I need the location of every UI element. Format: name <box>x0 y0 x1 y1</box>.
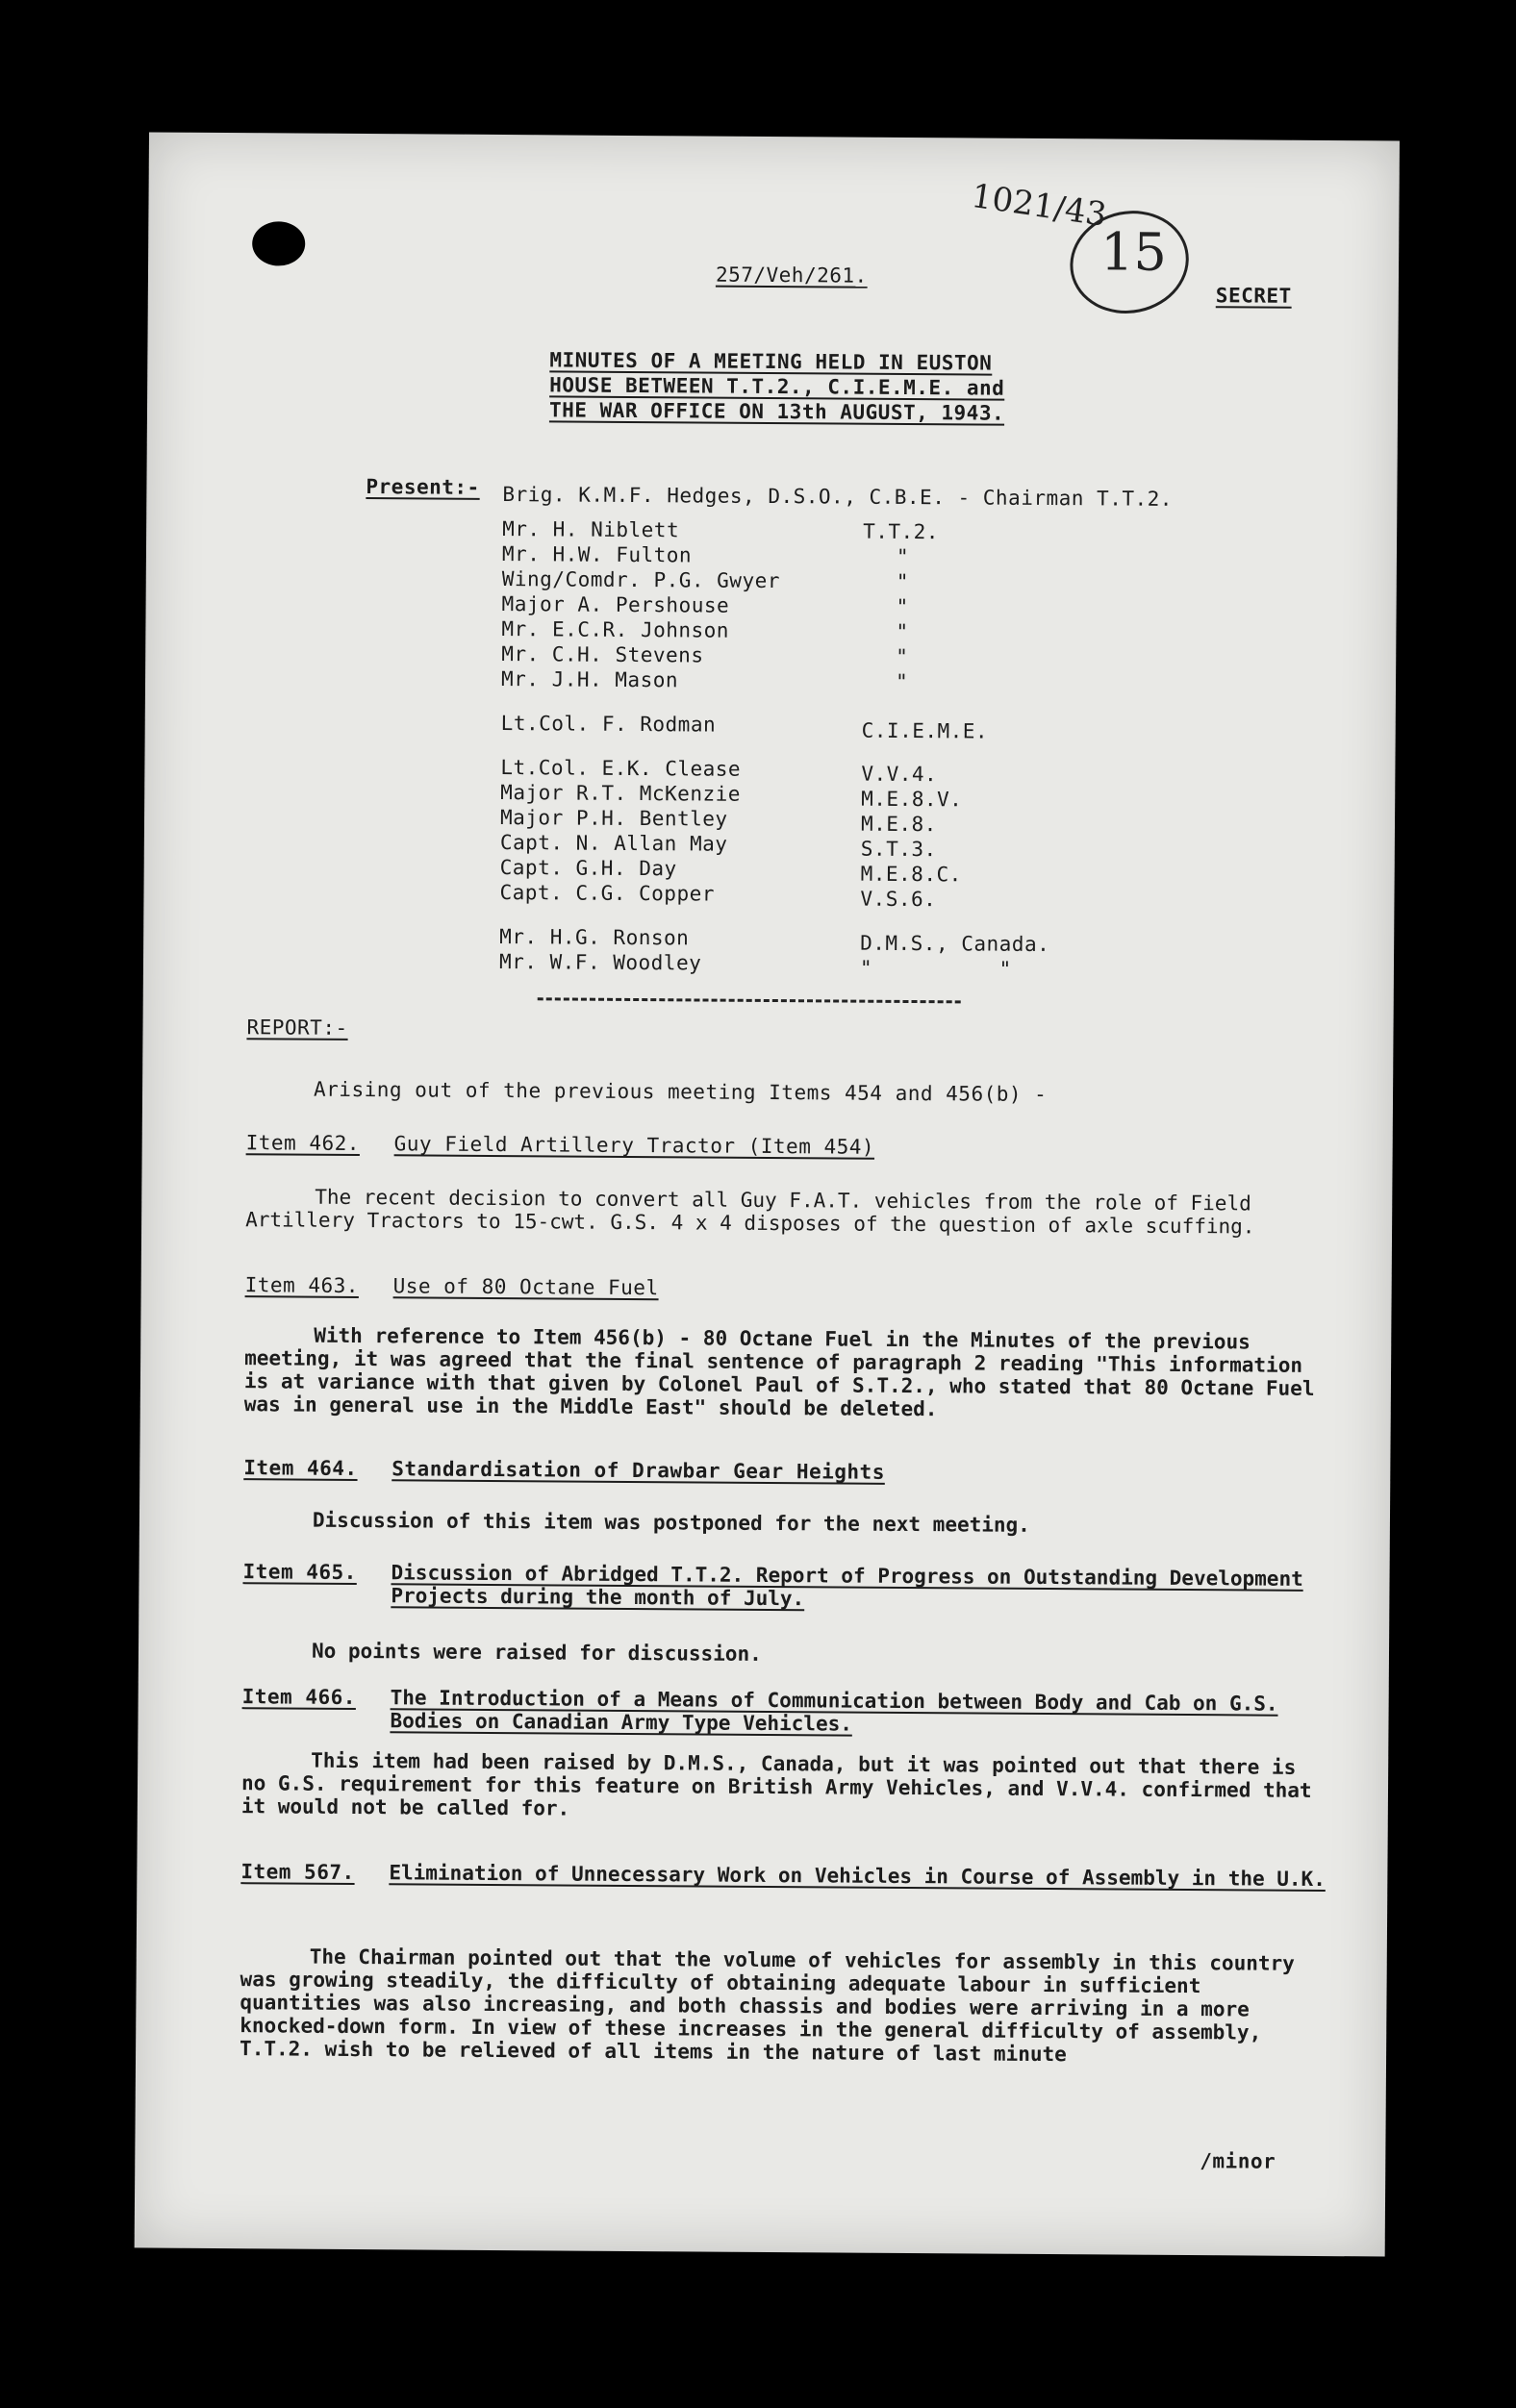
attendee-name: Lt.Col. F. Rodman <box>500 712 717 737</box>
attendee-name: Wing/Comdr. P.G. Gwyer <box>501 567 781 593</box>
item-title: Standardisation of Drawbar Gear Heights <box>392 1457 885 1484</box>
attendee-name: Major R.T. McKenzie <box>500 781 742 806</box>
attendee-name: Major A. Pershouse <box>501 592 730 617</box>
attendee-name: Capt. C.G. Copper <box>499 881 716 906</box>
attendee-org: T.T.2. <box>863 519 940 544</box>
attendee-name: Capt. G.H. Day <box>499 856 677 881</box>
attendee-org: " <box>896 544 910 568</box>
attendee-name: Mr. H. Niblett <box>502 517 680 542</box>
attendee-name: Mr. H.G. Ronson <box>499 925 690 950</box>
title-line: MINUTES OF A MEETING HELD IN EUSTON <box>549 348 993 375</box>
item-title: Use of 80 Octane Fuel <box>392 1274 659 1300</box>
classification-mark: SECRET <box>1215 284 1292 308</box>
arising-line: Arising out of the previous meeting Items 454 and 456(b) - <box>313 1077 1048 1107</box>
item-number: Item 466. <box>241 1685 357 1710</box>
item-number: Item 567. <box>240 1860 355 1884</box>
item-title: Elimination of Unnecessary Work on Vehicles in Course of Assembly in the U.K. <box>389 1861 1326 1892</box>
attendee-name: Mr. H.W. Fulton <box>501 542 693 567</box>
chairman-line: Brig. K.M.F. Hedges, D.S.O., C.B.E. - Chairman T.T.2. <box>502 483 1174 511</box>
title-line: HOUSE BETWEEN T.T.2., C.I.E.M.E. and <box>549 373 1005 400</box>
file-reference: 257/Veh/261. <box>715 263 868 288</box>
item-title: Guy Field Artillery Tractor (Item 454) <box>393 1132 875 1159</box>
attendee-org: " <box>896 644 909 668</box>
attendee-org: D.M.S., Canada. <box>860 931 1050 957</box>
attendee-name: Mr. E.C.R. Johnson <box>501 617 730 642</box>
attendee-org: M.E.8.C. <box>860 862 962 887</box>
item-body: The Chairman pointed out that the volume of vehicles for assembly in this country was growing steadily, the difficulty of obtaining adequate labour in sufficient quantities was also increasing, and both chassis and bodies were arriving in a more knocked-down form. In view of these increases in the general difficulty of assembly, T.T.2. wish to be relieved of all items in the nature of last minute <box>240 1944 1295 2067</box>
attendee-name: Mr. W.F. Woodley <box>498 950 702 975</box>
item-body: The recent decision to convert all Guy F.A.T. vehicles from the role of Field Artillery Tractors to 15-cwt. G.S. 4 x 4 disposes of the question of axle scuffing. <box>245 1185 1255 1239</box>
item-body: Discussion of this item was postponed for the next meeting. <box>312 1508 1030 1537</box>
item-body: This item had been raised by D.M.S., Canada, but it was pointed out that there is no G.S. requirement for this feature on British Army Vehicles, and V.V.4. confirmed that it would not be called for. <box>240 1748 1312 1820</box>
item-number: Item 464. <box>243 1456 358 1481</box>
attendee-org: " " <box>859 956 1012 981</box>
attendee-name: Major P.H. Bentley <box>499 806 728 831</box>
attendee-org: " <box>895 669 909 693</box>
attendee-org: C.I.E.M.E. <box>861 718 989 743</box>
attendee-name: Capt. N. Allan May <box>499 831 728 856</box>
item-title: The Introduction of a Means of Communication between Body and Cab on G.S. Bodies on Canadian Army Type Vehicles. <box>390 1686 1278 1736</box>
attendee-org: " <box>896 594 909 618</box>
item-body: No points were raised for discussion. <box>311 1639 762 1666</box>
present-label: Present:- <box>366 475 480 499</box>
attendee-name: Lt.Col. E.K. Clease <box>500 756 742 781</box>
attendee-org: S.T.3. <box>860 837 937 862</box>
handwritten-reference: 1021/43 <box>969 176 1109 236</box>
attendee-org: " <box>896 569 910 593</box>
report-label: REPORT:- <box>246 1016 348 1040</box>
item-title: Discussion of Abridged T.T.2. Report of Progress on Outstanding Development Projects during the month of July. <box>391 1561 1303 1611</box>
attendee-org: M.E.8.V. <box>861 787 963 812</box>
attendee-name: Mr. J.H. Mason <box>500 667 679 692</box>
punch-hole <box>252 221 305 265</box>
title-line: THE WAR OFFICE ON 13th AUGUST, 1943. <box>548 398 1005 425</box>
attendee-org: " <box>896 619 909 643</box>
attendee-org: V.V.4. <box>861 762 938 787</box>
item-number: Item 462. <box>245 1131 361 1156</box>
attendee-name: Mr. C.H. Stevens <box>501 642 704 667</box>
document-page <box>135 132 1400 2256</box>
item-number: Item 465. <box>242 1560 357 1585</box>
item-body: With reference to Item 456(b) - 80 Octane Fuel in the Minutes of the previous meeting, it was agreed that the final sentence of paragraph 2 reading "This information is at variance with that given by Colonel Paul of S.T.2., who stated that 80 Octane Fuel was in general use in the Middle East" should be deleted. <box>243 1323 1315 1421</box>
circled-folio-number: 15 <box>1099 221 1168 283</box>
continuation-word: /minor <box>1200 2149 1276 2173</box>
attendee-org: V.S.6. <box>860 887 937 912</box>
item-number: Item 463. <box>244 1273 360 1298</box>
attendee-org: M.E.8. <box>860 812 937 837</box>
attendee-divider <box>538 997 961 1003</box>
